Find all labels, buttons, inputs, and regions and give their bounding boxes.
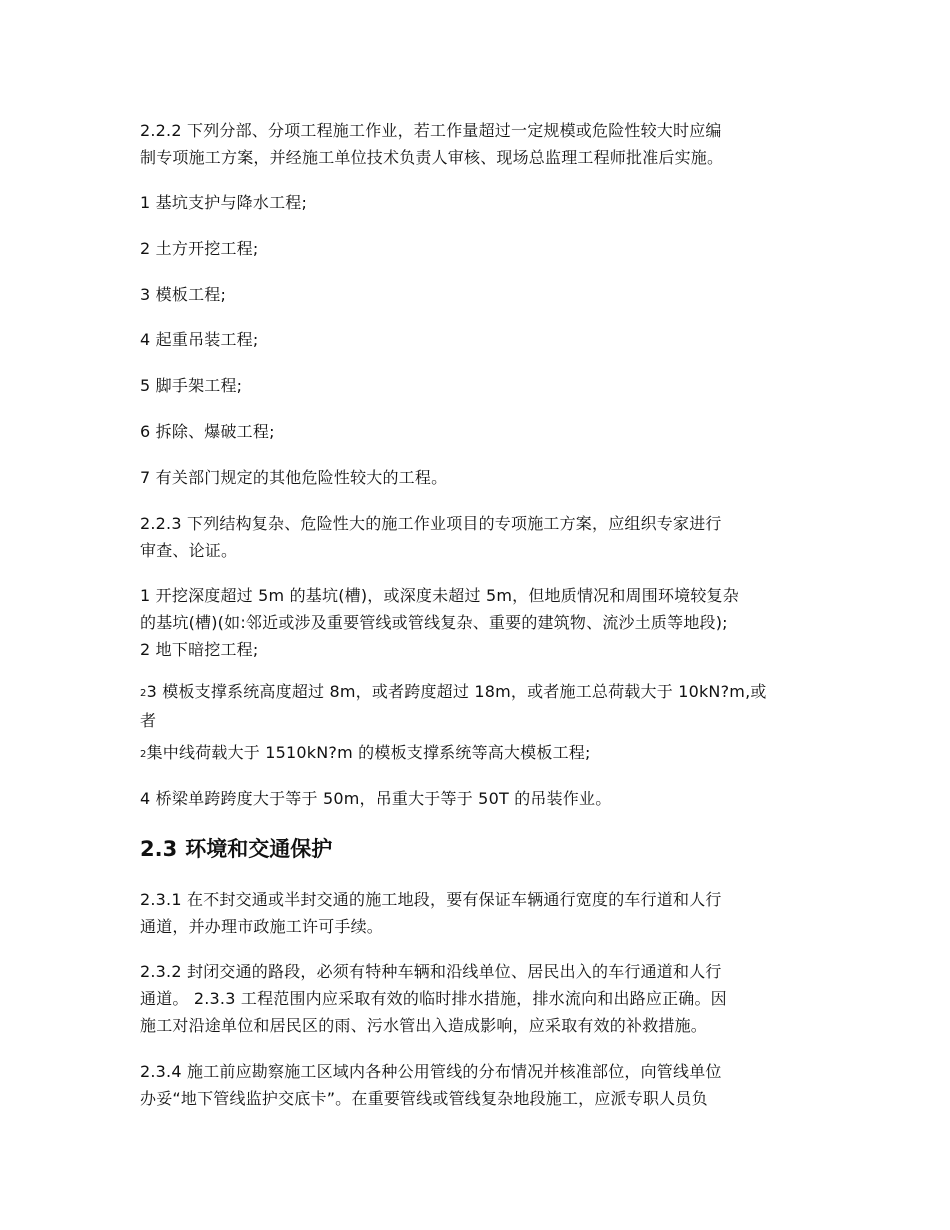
text-line: 2.2.3 下列结构复杂、危险性大的施工作业项目的专项施工方案，应组织专家进行	[140, 514, 722, 533]
list-item: 7 有关部门规定的其他危险性较大的工程。	[140, 468, 448, 487]
list-item-formwork-support	[140, 678, 820, 734]
text-line: 办妥“地下管线监护交底卡”。在重要管线或管线复杂地段施工，应派专职人员负	[140, 1089, 708, 1108]
text-line: 通道。 2.3.3 工程范围内应采取有效的临时排水措施，排水流向和出路应正确。因	[140, 989, 727, 1008]
text-line: 2 地下暗挖工程;	[140, 640, 259, 659]
paragraph-2-3-2	[140, 958, 820, 1039]
paragraph-2-2-3	[140, 510, 820, 564]
text-segment: 集中线荷载大于 1510kN?m 的模板支撑系统等高大模板工程;	[146, 743, 591, 762]
list-item-formwork-load	[140, 739, 820, 768]
list-item: 2 土方开挖工程;	[140, 239, 259, 258]
text-line: 1 开挖深度超过 5m 的基坑(槽)，或深度未超过 5m，但地质情况和周围环境较复杂	[140, 586, 739, 605]
section-title: 环境和交通保护	[185, 837, 333, 861]
list-item: 3 模板工程;	[140, 285, 227, 304]
superscript-mark: 2	[140, 688, 147, 699]
paragraph-2-3-1	[140, 886, 820, 940]
text-line: 2.3.4 施工前应勘察施工区域内各种公用管线的分布情况并核准部位，向管线单位	[140, 1062, 722, 1081]
list-item: 1 基坑支护与降水工程;	[140, 193, 308, 212]
superscript-mark: 2	[140, 749, 147, 760]
list-item-bridge: 4 桥梁单跨跨度大于等于 50m，吊重大于等于 50T 的吊装作业。	[140, 789, 612, 808]
text-line	[140, 739, 820, 768]
section-heading	[140, 833, 332, 865]
text-line: 2.3.2 封闭交通的路段，必须有特种车辆和沿线单位、居民出入的车行通道和人行	[140, 962, 722, 981]
section-number: 2.3	[140, 837, 178, 861]
text-segment: 3 模板支撑系统高度超过 8m，或者跨度超过 18m，或者施工总荷载大于 10kN?m,或	[146, 682, 767, 701]
paragraph-2-3-4	[140, 1058, 820, 1112]
paragraph-2-2-2	[140, 117, 820, 171]
text-line: 2.2.2 下列分部、分项工程施工作业，若工作量超过一定规模或危险性较大时应编	[140, 121, 722, 140]
list-item: 5 脚手架工程;	[140, 376, 243, 395]
text-line: 者	[140, 711, 157, 730]
list-item: 6 拆除、爆破工程;	[140, 422, 275, 441]
text-line: 2.3.1 在不封交通或半封交通的施工地段，要有保证车辆通行宽度的车行道和人行	[140, 890, 722, 909]
text-line: 审查、论证。	[140, 541, 238, 560]
text-line: 的基坑(槽)(如:邻近或涉及重要管线或管线复杂、重要的建筑物、流沙土质等地段);	[140, 613, 728, 632]
text-line: 制专项施工方案，并经施工单位技术负责人审核、现场总监理工程师批准后实施。	[140, 148, 724, 167]
list-item: 4 起重吊装工程;	[140, 330, 259, 349]
text-line	[140, 678, 820, 707]
text-line: 通道，并办理市政施工许可手续。	[140, 917, 384, 936]
text-line: 施工对沿途单位和居民区的雨、污水管出入造成影响，应采取有效的补救措施。	[140, 1016, 708, 1035]
list-item-deep-excavation	[140, 582, 820, 663]
